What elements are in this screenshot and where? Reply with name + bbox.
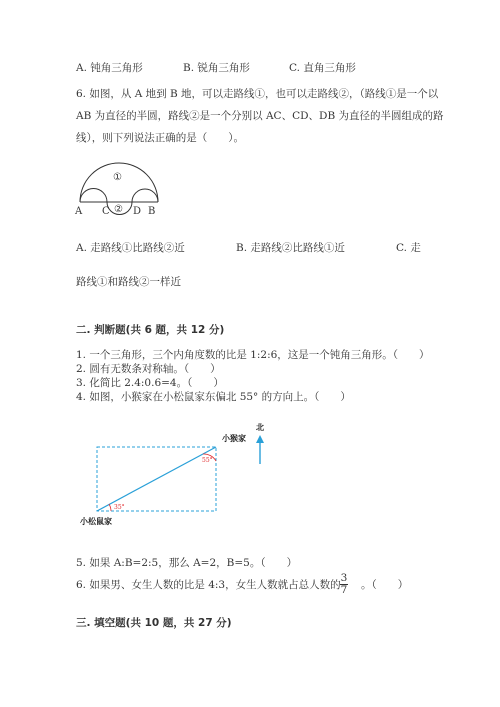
section2-heading: 二. 判断题(共 6 题，共 12 分): [76, 324, 225, 336]
judge-q4: 4. 如图，小猴家在小松鼠家东偏北 55° 的方向上。（ ）: [76, 391, 351, 403]
angle-label-bottom: 35°: [114, 504, 125, 511]
judge-q6-text: 6. 如果男、女生人数的比是 4:3，女生人数就占总人数的: [76, 579, 341, 591]
q6-line1: 6. 如图，从 A 地到 B 地，可以走路线①，也可以走路线②，（路线①是一个以: [76, 88, 439, 100]
label-route1: ①: [113, 172, 122, 183]
route2-semicircle-ac: [80, 189, 107, 203]
q6-line2: AB 为直径的半圆，路线②是一个分别以 AC、CD、DB 为直径的半圆组成的路: [76, 110, 444, 122]
option-c: C. 直角三角形: [289, 62, 356, 74]
point-d: D: [133, 206, 142, 217]
q6-option-b: B. 走路线②比路线①近: [236, 242, 345, 254]
point-b: B: [148, 206, 156, 217]
fraction-3-7: [339, 573, 349, 596]
route2-semicircle-db: [132, 189, 158, 202]
angle-label-top: 55°: [202, 457, 213, 464]
point-c: C: [102, 206, 110, 217]
option-b: B. 锐角三角形: [183, 62, 250, 74]
q6-option-c-continued: 路线①和路线②一样近: [76, 276, 181, 288]
judge-q3: 3. 化简比 2.4:0.6=4。（ ）: [76, 377, 224, 389]
label-route2: ②: [114, 204, 123, 215]
judge-q2: 2. 圆有无数条对称轴。（ ）: [76, 363, 221, 375]
option-a: A. 钝角三角形: [76, 62, 143, 74]
q6-line3: 线），则下列说法正确的是（ ）。: [76, 132, 244, 144]
judge-q6-tail: 。（ ）: [361, 579, 409, 591]
point-a: A: [75, 206, 83, 217]
judge-q5: 5. 如果 A:B=2:5，那么 A=2，B=5。（ ）: [76, 557, 298, 569]
semicircle-routes-figure: [70, 160, 170, 220]
fraction-numerator: 3: [340, 572, 348, 584]
direction-figure: [70, 418, 280, 530]
north-label: 北: [256, 422, 264, 432]
section3-heading: 三. 填空题(共 10 题，共 27 分): [76, 617, 232, 629]
judge-q1: 1. 一个三角形，三个内角度数的比是 1:2:6，这是一个钝角三角形。（ ）: [76, 349, 430, 361]
squirrel-home-label: 小松鼠家: [80, 516, 112, 526]
angle-arc-bottom: [109, 504, 111, 511]
north-arrow-icon: [256, 435, 264, 464]
fraction-denominator: 7: [340, 584, 348, 596]
q6-option-c: C. 走: [396, 242, 421, 254]
connecting-line: [97, 447, 216, 511]
q6-option-a: A. 走路线①比路线②近: [76, 242, 185, 254]
monkey-home-label: 小猴家: [222, 433, 246, 443]
